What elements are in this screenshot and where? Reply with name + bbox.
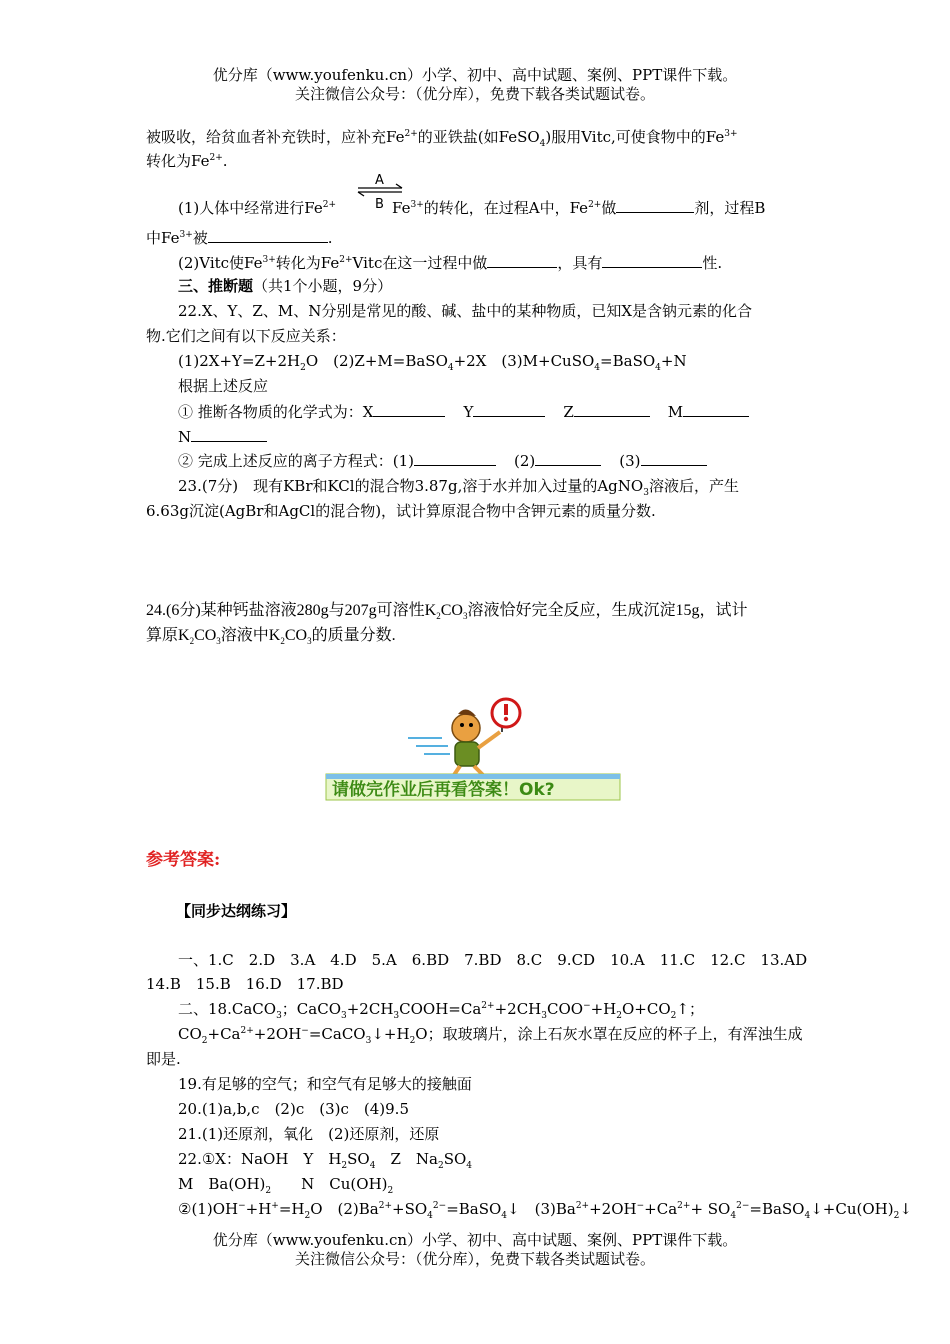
- blank-ion-3[interactable]: [641, 451, 707, 466]
- q21-line-2: 中$Fe^{3+}$被 .: [146, 229, 333, 247]
- q21-line-3: (2)Vitc使$Fe^{3+}$转化为$Fe^{2+}Vitc$在这一过程中做 ，具有 性.: [178, 254, 723, 272]
- q21-blank-4[interactable]: [602, 253, 702, 268]
- q22-equations: $(1)2X+Y=Z+2H_2O$ (2)Z+M=BaSO$_4$+2X (3)M+CuSO$_4$=BaSO$_4$+N: [178, 352, 687, 373]
- q24-line-1: 24.(6分)某种钙盐溶液280g与207g可溶性$K_2CO_3$溶液恰好完全反应，生成沉淀15g，试计: [146, 602, 748, 622]
- blank-y[interactable]: [473, 402, 545, 417]
- q21-blank-2[interactable]: [208, 228, 328, 243]
- answers-line-3: 二、18.CaCO$_3$；$CaCO_3+2CH_3COOH=Ca^{2+}+2CH_3COO^-+H_2O+CO_2↑$；: [178, 1000, 704, 1021]
- footer-line-1: 优分库（www.youfenku.cn）小学、初中、高中试题、案例、PPT课件下载。: [212, 1231, 738, 1249]
- q22-ionic-line: ② 完成上述反应的离子方程式：(1) (2) (3): [178, 451, 707, 471]
- speed-lines-icon: [408, 738, 450, 754]
- answers-subtitle: 【同步达纲练习】: [176, 902, 297, 920]
- q21-line-1: (1)人体中经常进行$Fe^{2+}$ $Fe^{3+}$的转化，在过程A中，$Fe^{2+}$做 剂，过程B: [178, 199, 766, 217]
- answers-line-11: $②(1)OH^-+H^+=H_2O$ $(2)Ba^{2+}+SO_4^{2-}=BaSO_4↓$ $(3)Ba^{2+}+2OH^-+Ca^{2+}+$ $SO_4^{2-}=BaSO_4↓+Cu(OH)_2↓$: [178, 1200, 912, 1221]
- intro-line-2: 转化为$Fe^{2+}$.: [146, 152, 228, 170]
- blank-ion-1[interactable]: [414, 451, 496, 466]
- blank-x[interactable]: [373, 402, 445, 417]
- q22-line-4: 根据上述反应: [178, 377, 269, 395]
- blank-ion-2[interactable]: [535, 451, 601, 466]
- reminder-cartoon: [324, 696, 622, 804]
- answers-line-5: 即是.: [146, 1050, 181, 1068]
- reversible-arrows-icon: [356, 170, 406, 212]
- exclamation-sign-icon: [492, 699, 520, 732]
- q23-line-1: 23.(7分) 现有KBr和KCl的混合物3.87g,溶于水并加入过量的AgNO$_3$溶液后，产生: [178, 477, 739, 498]
- answers-line-9: 22.①X：NaOH Y $H_2SO_4$ Z $Na_2SO_4$: [178, 1150, 473, 1171]
- intro-line-1: 被吸收，给贫血者补充铁时，应补充$Fe^{2+}$的亚铁盐(如FeSO$_4$)服用Vitc,可使食物中的$Fe^{3+}$: [146, 128, 738, 149]
- header-line-2: 关注微信公众号：（优分库），免费下载各类试题试卷。: [294, 85, 655, 103]
- answers-title: 参考答案:: [146, 850, 221, 870]
- q22-formula-line: ① 推断各物质的化学式为：X Y Z M: [178, 402, 749, 422]
- footer-line-2: 关注微信公众号：（优分库），免费下载各类试题试卷。: [294, 1250, 655, 1268]
- answers-line-10: M $Ba(OH)_2$ N $Cu(OH)_2$: [178, 1175, 394, 1196]
- answers-line-4: $CO_2+Ca^{2+}+2OH^-=CaCO_3↓+H_2O$；取玻璃片，涂上石灰水罩在反应的杯子上，有浑浊生成: [178, 1025, 803, 1046]
- q21-blank-1[interactable]: [616, 198, 694, 213]
- answers-line-7: 20.(1)a,b,c (2)c (3)c (4)9.5: [178, 1100, 409, 1118]
- q23-line-2: 6.63g沉淀(AgBr和AgCl的混合物)，试计算原混合物中含钾元素的质量分数.: [146, 502, 656, 520]
- banner-text: 请做完作业后再看答案！Ok?: [332, 780, 555, 800]
- answers-line-1: 一、1.C 2.D 3.A 4.D 5.A 6.BD 7.BD 8.C 9.CD 10.A 11.C 12.C 13.AD: [178, 951, 808, 969]
- q22-line-2: 物.它们之间有以下反应关系：: [146, 327, 346, 345]
- answers-line-2: 14.B 15.B 16.D 17.BD: [146, 975, 344, 993]
- blank-z[interactable]: [574, 402, 650, 417]
- header-line-1: 优分库（www.youfenku.cn）小学、初中、高中试题、案例、PPT课件下载。: [212, 66, 738, 84]
- blank-m[interactable]: [683, 402, 749, 417]
- arrow-label-b: B: [375, 197, 384, 212]
- arrow-label-a: A: [375, 173, 384, 188]
- answers-line-8: 21.(1)还原剂，氧化 (2)还原剂，还原: [178, 1125, 440, 1143]
- answers-line-6: 19.有足够的空气；和空气有足够大的接触面: [178, 1075, 472, 1093]
- q24-line-2: 算原$K_2CO_3$溶液中$K_2CO_3$的质量分数.: [146, 627, 396, 647]
- blank-n[interactable]: [191, 427, 267, 442]
- section-3-heading: 三、推断题（共1个小题，9分）: [178, 277, 393, 295]
- q21-blank-3[interactable]: [487, 253, 557, 268]
- q22-formula-line-n: N: [178, 427, 267, 447]
- q22-line-1: 22.X、Y、Z、M、N分别是常见的酸、碱、盐中的某种物质，已知X是含钠元素的化合: [178, 302, 753, 320]
